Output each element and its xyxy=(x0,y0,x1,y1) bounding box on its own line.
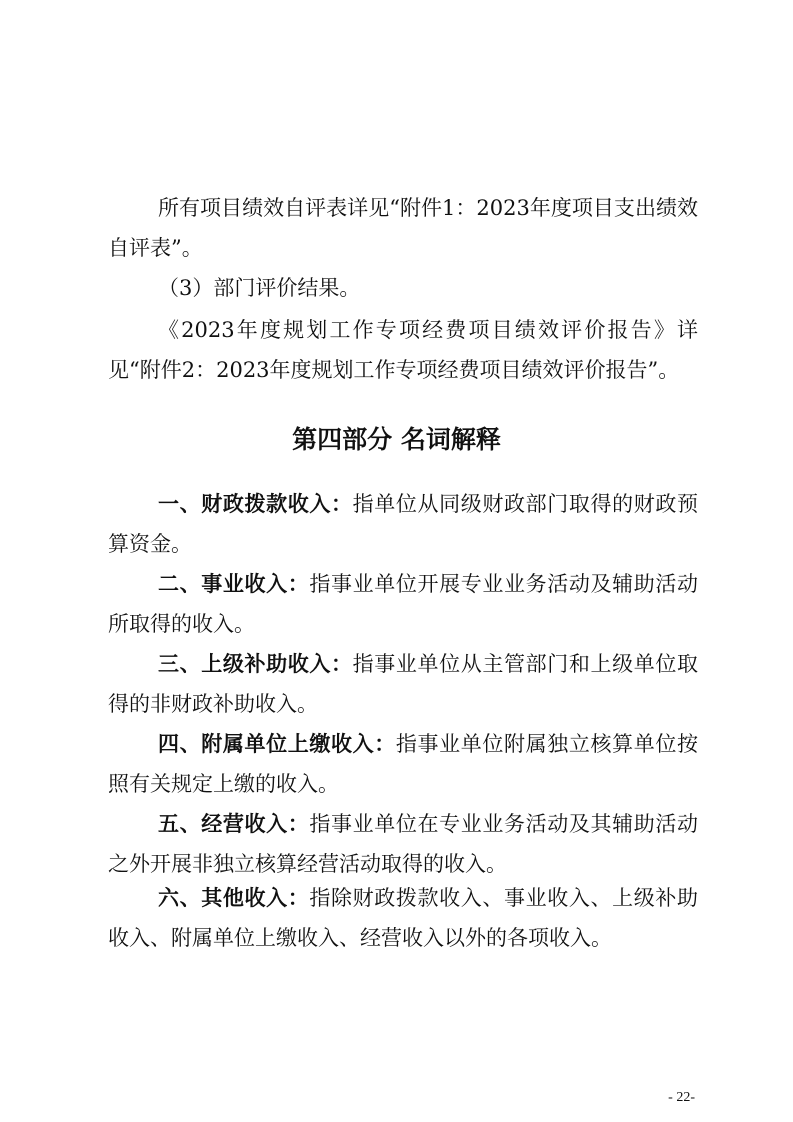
section-title: 第四部分 名词解释 xyxy=(292,425,501,454)
definition-operating-income xyxy=(108,804,698,884)
definition-text: 指事业单位从主管部门和上级单位取得的非财政补助收入。 xyxy=(108,652,698,716)
paragraph-appendix-1: 所有项目绩效自评表详见“附件1：2023年度项目支出绩效自评表”。 xyxy=(108,196,698,260)
definition-text: 指事业单位附属独立核算单位按照有关规定上缴的收入。 xyxy=(108,732,698,796)
definition-text: 指事业单位在专业业务活动及其辅助活动之外开展非独立核算经营活动取得的收入。 xyxy=(108,812,698,876)
definition-term: 四、附属单位上缴收入： xyxy=(158,731,396,756)
paragraph-department-evaluation: （3）部门评价结果。 xyxy=(158,276,361,300)
definition-superior-subsidy xyxy=(108,644,698,724)
definition-text: 指单位从同级财政部门取得的财政预算资金。 xyxy=(108,492,698,556)
definition-other-income xyxy=(108,878,698,958)
definition-term: 六、其他收入： xyxy=(158,885,310,910)
definition-text: 指除财政拨款收入、事业收入、上级补助收入、附属单位上缴收入、经营收入以外的各项收入。 xyxy=(108,886,698,950)
definition-term: 五、经营收入： xyxy=(158,811,310,836)
definition-text: 指事业单位开展专业业务活动及辅助活动所取得的收入。 xyxy=(108,572,698,636)
definition-business-income xyxy=(108,564,698,644)
definition-term: 二、事业收入： xyxy=(158,571,310,596)
paragraph-appendix-2: 《2023年度规划工作专项经费项目绩效评价报告》详见“附件2：2023年度规划工作专项经费项目绩效评价报告”。 xyxy=(108,318,698,382)
page-number: - 22- xyxy=(668,1090,695,1105)
definition-term: 三、上级补助收入： xyxy=(158,651,353,676)
definition-fiscal-appropriation xyxy=(108,484,698,564)
definition-affiliate-remittance xyxy=(108,724,698,804)
definition-term: 一、财政拨款收入： xyxy=(158,491,353,516)
